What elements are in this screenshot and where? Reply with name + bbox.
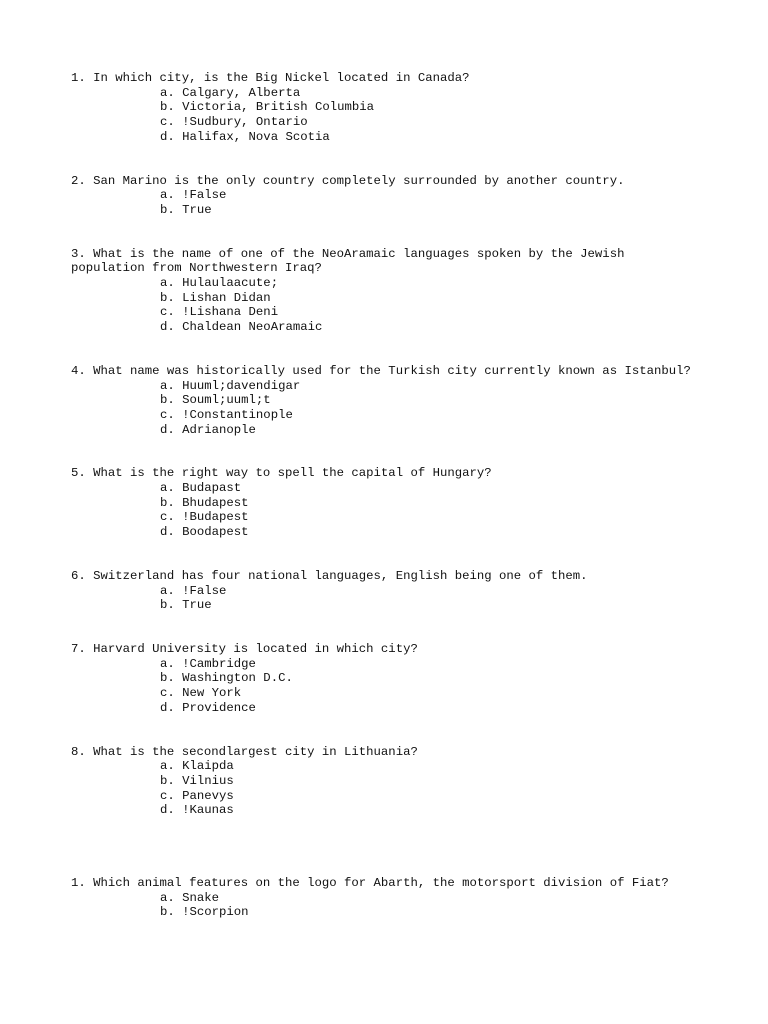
question-text: 3. What is the name of one of the NeoAramaic languages spoken by the Jewish population from Northwestern Iraq? (71, 246, 632, 276)
answer-option: b. !Scorpion (160, 905, 249, 920)
answer-option: a. !Cambridge (160, 656, 256, 671)
answer-option: c. New York (160, 686, 242, 701)
answer-option: d. Halifax, Nova Scotia (160, 129, 330, 144)
question-6 (71, 569, 701, 613)
question-1 (71, 71, 701, 145)
question-7 (71, 642, 701, 716)
answer-option: b. True (160, 202, 212, 217)
question-text: 1. In which city, is the Big Nickel located in Canada? (71, 71, 470, 85)
question-text: 7. Harvard University is located in which city? (71, 641, 418, 656)
spacer (71, 716, 701, 745)
answer-option: c. !Lishana Deni (160, 305, 279, 320)
answer-option: b. Souml;uuml;t (160, 393, 271, 408)
answer-option: c. !Sudbury, Ontario (160, 115, 308, 130)
answer-option: c. !Constantinople (160, 407, 293, 422)
quiz-section-2 (71, 876, 701, 920)
answer-option: c. !Budapest (160, 510, 249, 525)
answer-options (71, 584, 701, 613)
spacer (71, 145, 701, 174)
answer-option: a. Calgary, Alberta (160, 85, 301, 100)
answer-options (71, 188, 701, 217)
answer-options (71, 86, 701, 145)
question-text: 1. Which animal features on the logo for Abarth, the motorsport division of Fiat? (71, 876, 669, 891)
answer-option: b. Bhudapest (160, 495, 249, 510)
quiz-section-1 (71, 71, 701, 818)
question-text: 5. What is the right way to spell the capital of Hungary? (71, 466, 492, 481)
answer-option: d. Adrianople (160, 422, 256, 437)
answer-option: a. Klaipda (160, 759, 234, 774)
answer-options (71, 276, 701, 335)
question-text: 6. Switzerland has four national languages, English being one of them. (71, 568, 588, 583)
answer-option: b. True (160, 598, 212, 613)
question-5 (71, 466, 701, 540)
answer-option: a. Budapast (160, 481, 242, 496)
quiz-document (71, 71, 701, 920)
question-text: 4. What name was historically used for the Turkish city currently known as Istanbul? (71, 363, 691, 378)
answer-options (71, 657, 701, 716)
answer-options (71, 481, 701, 540)
answer-option: c. Panevys (160, 788, 234, 803)
spacer (71, 218, 701, 247)
spacer (71, 335, 701, 364)
answer-option: d. Chaldean NeoAramaic (160, 320, 323, 335)
question-text: 2. San Marino is the only country completely surrounded by another country. (71, 173, 625, 188)
answer-option: a. !False (160, 188, 227, 203)
answer-option: b. Victoria, British Columbia (160, 100, 375, 115)
answer-option: b. Vilnius (160, 773, 234, 788)
question-1 (71, 876, 701, 920)
section-spacer (71, 818, 701, 876)
answer-options (71, 759, 701, 818)
answer-option: b. Washington D.C. (160, 671, 293, 686)
spacer (71, 613, 701, 642)
question-text: 8. What is the secondlargest city in Lithuania? (71, 744, 418, 759)
answer-options (71, 891, 701, 920)
answer-option: d. Boodapest (160, 525, 249, 540)
answer-option: a. !False (160, 583, 227, 598)
answer-options (71, 379, 701, 438)
question-2 (71, 174, 701, 218)
question-4 (71, 364, 701, 438)
question-8 (71, 745, 701, 819)
spacer (71, 540, 701, 569)
answer-option: a. Huuml;davendigar (160, 378, 301, 393)
answer-option: a. Hulaulaacute; (160, 276, 279, 291)
answer-option: d. Providence (160, 700, 256, 715)
answer-option: d. !Kaunas (160, 803, 234, 818)
question-3 (71, 247, 701, 335)
answer-option: a. Snake (160, 890, 220, 905)
answer-option: b. Lishan Didan (160, 290, 271, 305)
spacer (71, 437, 701, 466)
